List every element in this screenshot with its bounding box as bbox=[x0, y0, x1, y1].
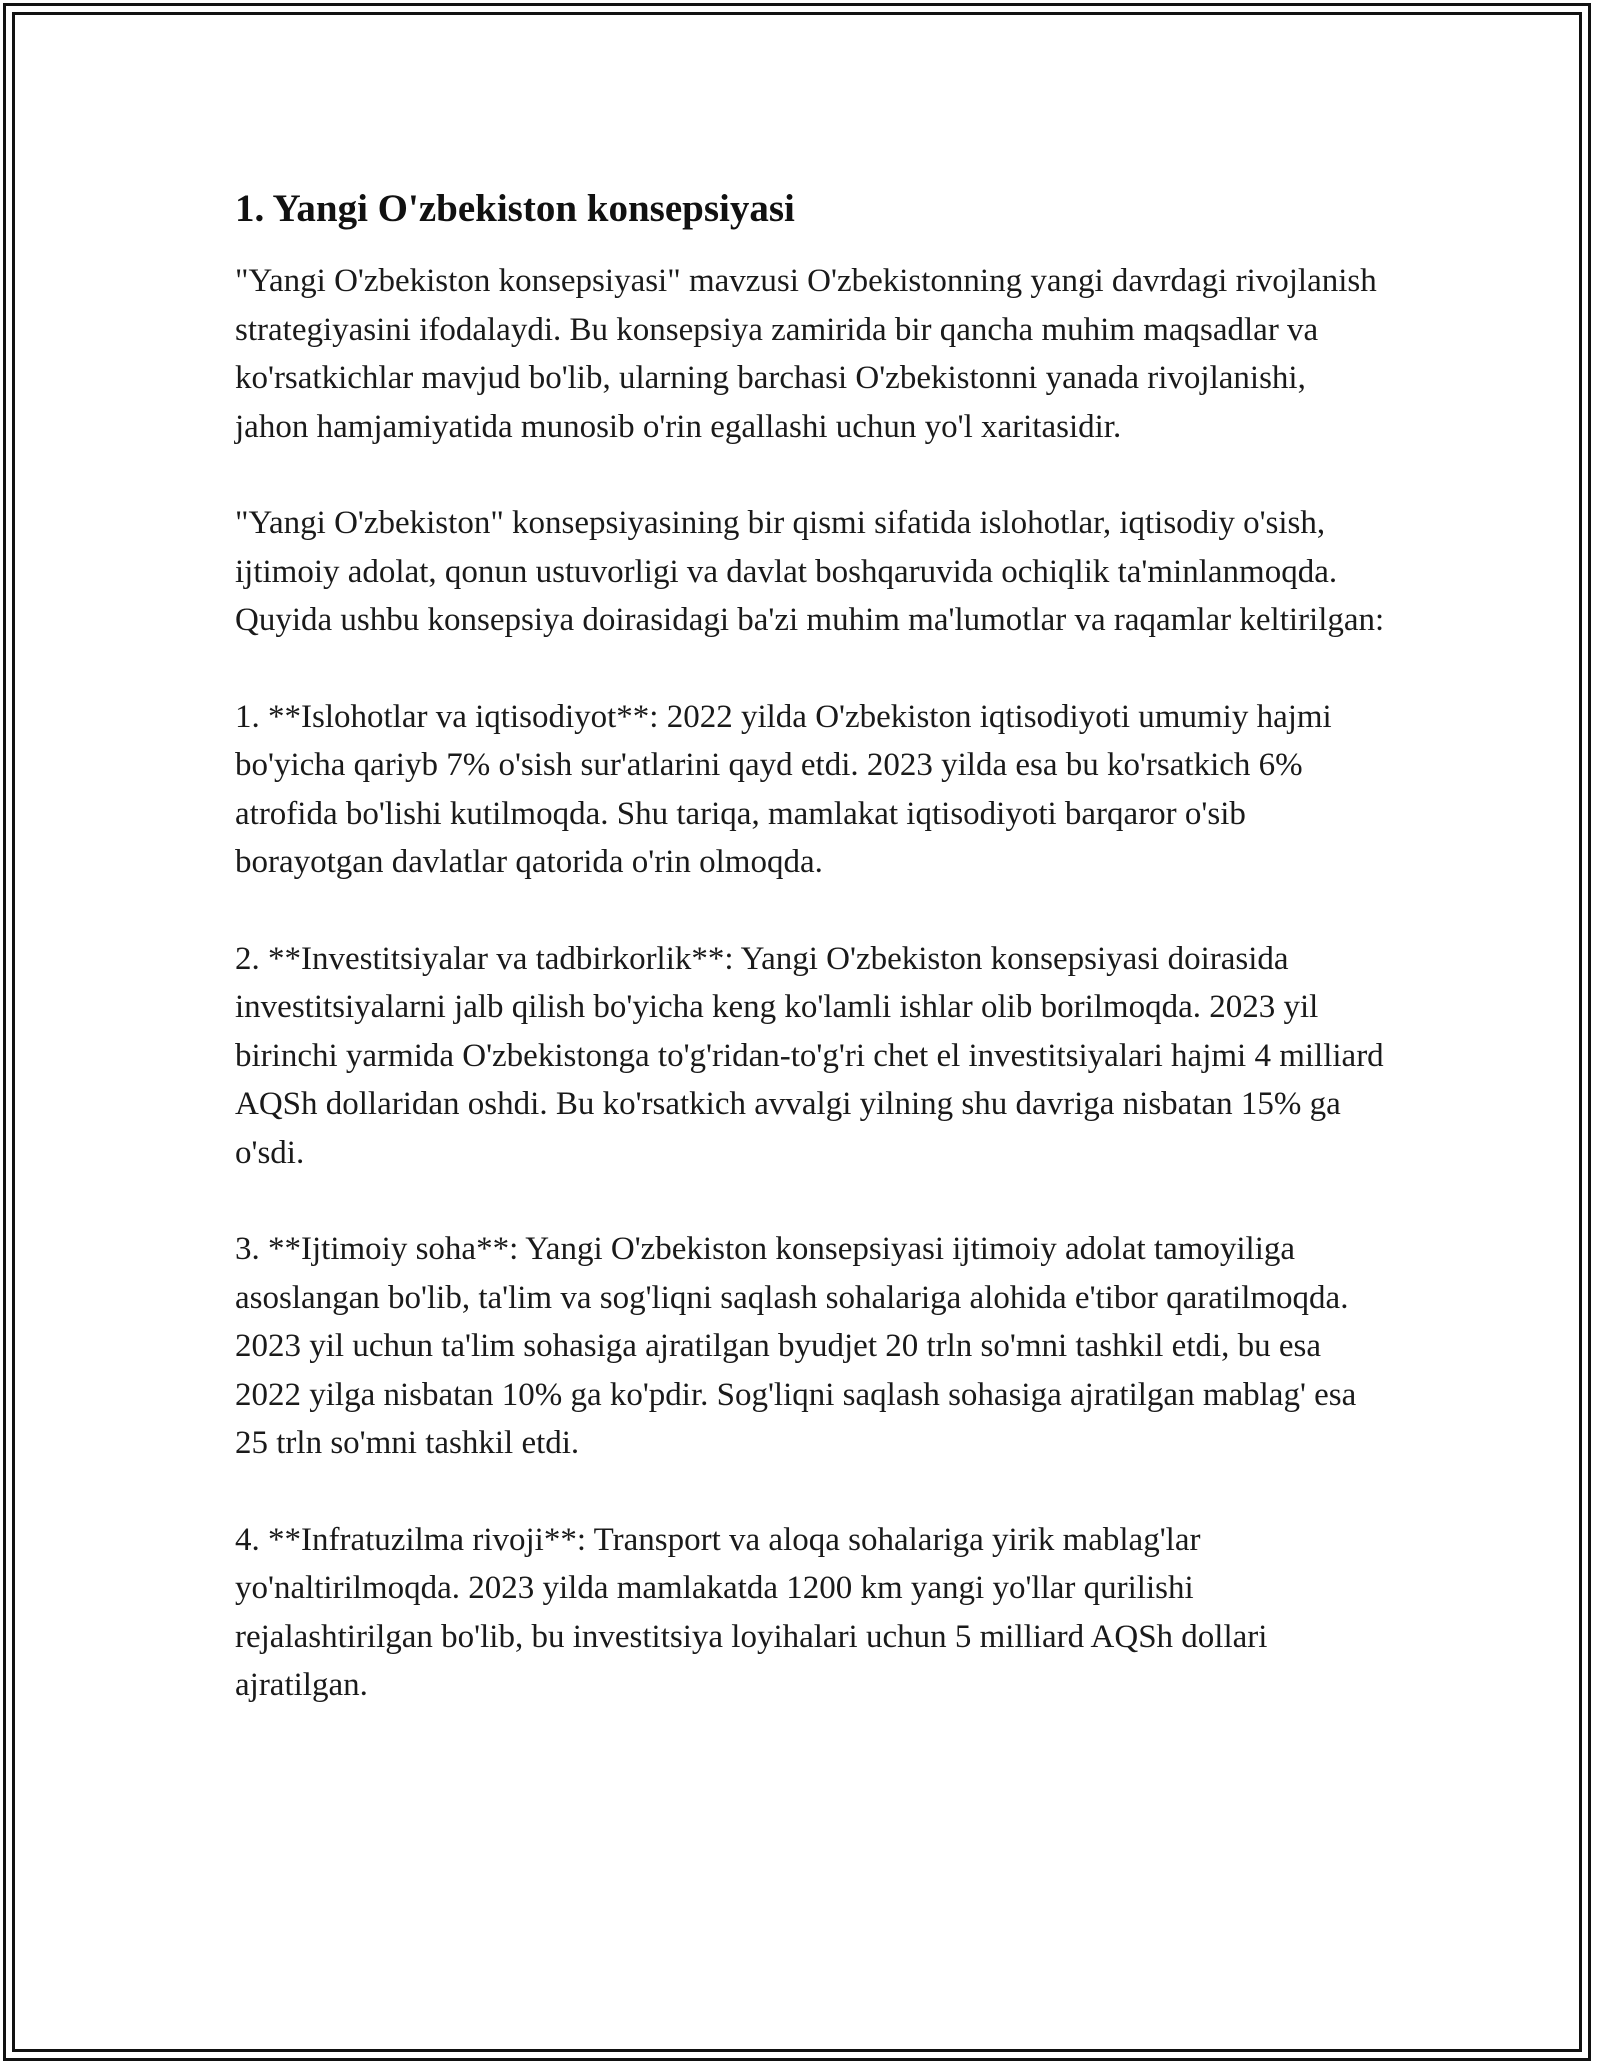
list-item-infrastructure: 4. **Infratuzilma rivoji**: Transport va aloqa sohalariga yirik mablag'lar yo'naltirilmoqda. 2023 yilda mamlakatda 1200 km yangi yo'llar qurilishi rejalashtirilgan bo'lib, bu investitsiya loyihalari uchun 5 milliard AQSh dollari ajratilgan. bbox=[235, 1521, 1268, 1703]
list-item-social: 3. **Ijtimoiy soha**: Yangi O'zbekiston konsepsiyasi ijtimoiy adolat tamoyiliga asoslangan bo'lib, ta'lim va sog'liqni saqlash sohalariga alohida e'tibor qaratilmoqda. 2023 yil uchun ta'lim sohasiga ajratilgan byudjet 20 trln so'mni tashkil etdi, bu esa 2022 yilga nisbatan 10% ga ko'pdir. Sog'liqni saqlash sohasiga ajratilgan mablag' esa 25 trln so'mni tashkil etdi. bbox=[235, 1231, 1357, 1461]
list-item-investment: 2. **Investitsiyalar va tadbirkorlik**: Yangi O'zbekiston konsepsiyasi doirasida investitsiyalarni jalb qilish bo'yicha keng ko'lamli ishlar olib borilmoqda. 2023 yil birinchi yarmida O'zbekistonga to'g'ridan-to'g'ri chet el investitsiyalari hajmi 4 milliard AQSh dollaridan oshdi. Bu ko'rsatkich avvalgi yilning shu davriga nisbatan 15% ga o'sdi. bbox=[235, 940, 1384, 1171]
concept-paragraph: "Yangi O'zbekiston" konsepsiyasining bir qismi sifatida islohotlar, iqtisodiy o'sish, ijtimoiy adolat, qonun ustuvorligi va davlat boshqaruvida ochiqlik ta'minlanmoqda. Quyida ushbu konsepsiya doirasidagi ba'zi muhim ma'lumotlar va raqamlar keltirilgan: bbox=[235, 505, 1385, 638]
intro-paragraph: "Yangi O'zbekiston konsepsiyasi" mavzusi O'zbekistonning yangi davrdagi rivojlanish strategiyasini ifodalaydi. Bu konsepsiya zamirida bir qancha muhim maqsadlar va ko'rsatkichlar mavjud bo'lib, ularning barchasi O'zbekistonni yanada rivojlanishi, jahon hamjamiyatida munosib o'rin egallashi uchun yo'l xaritasidir. bbox=[235, 263, 1377, 445]
section-title: 1. Yangi O'zbekiston konsepsiyasi bbox=[235, 187, 795, 230]
list-item-economy: 1. **Islohotlar va iqtisodiyot**: 2022 yilda O'zbekiston iqtisodiyoti umumiy hajmi bo'yicha qariyb 7% o'sish sur'atlarini qayd etdi. 2023 yilda esa bu ko'rsatkich 6% atrofida bo'lishi kutilmoqda. Shu tariqa, mamlakat iqtisodiyoti barqaror o'sib borayotgan davlatlar qatorida o'rin olmoqda. bbox=[235, 698, 1332, 880]
document-body bbox=[235, 185, 1385, 1758]
